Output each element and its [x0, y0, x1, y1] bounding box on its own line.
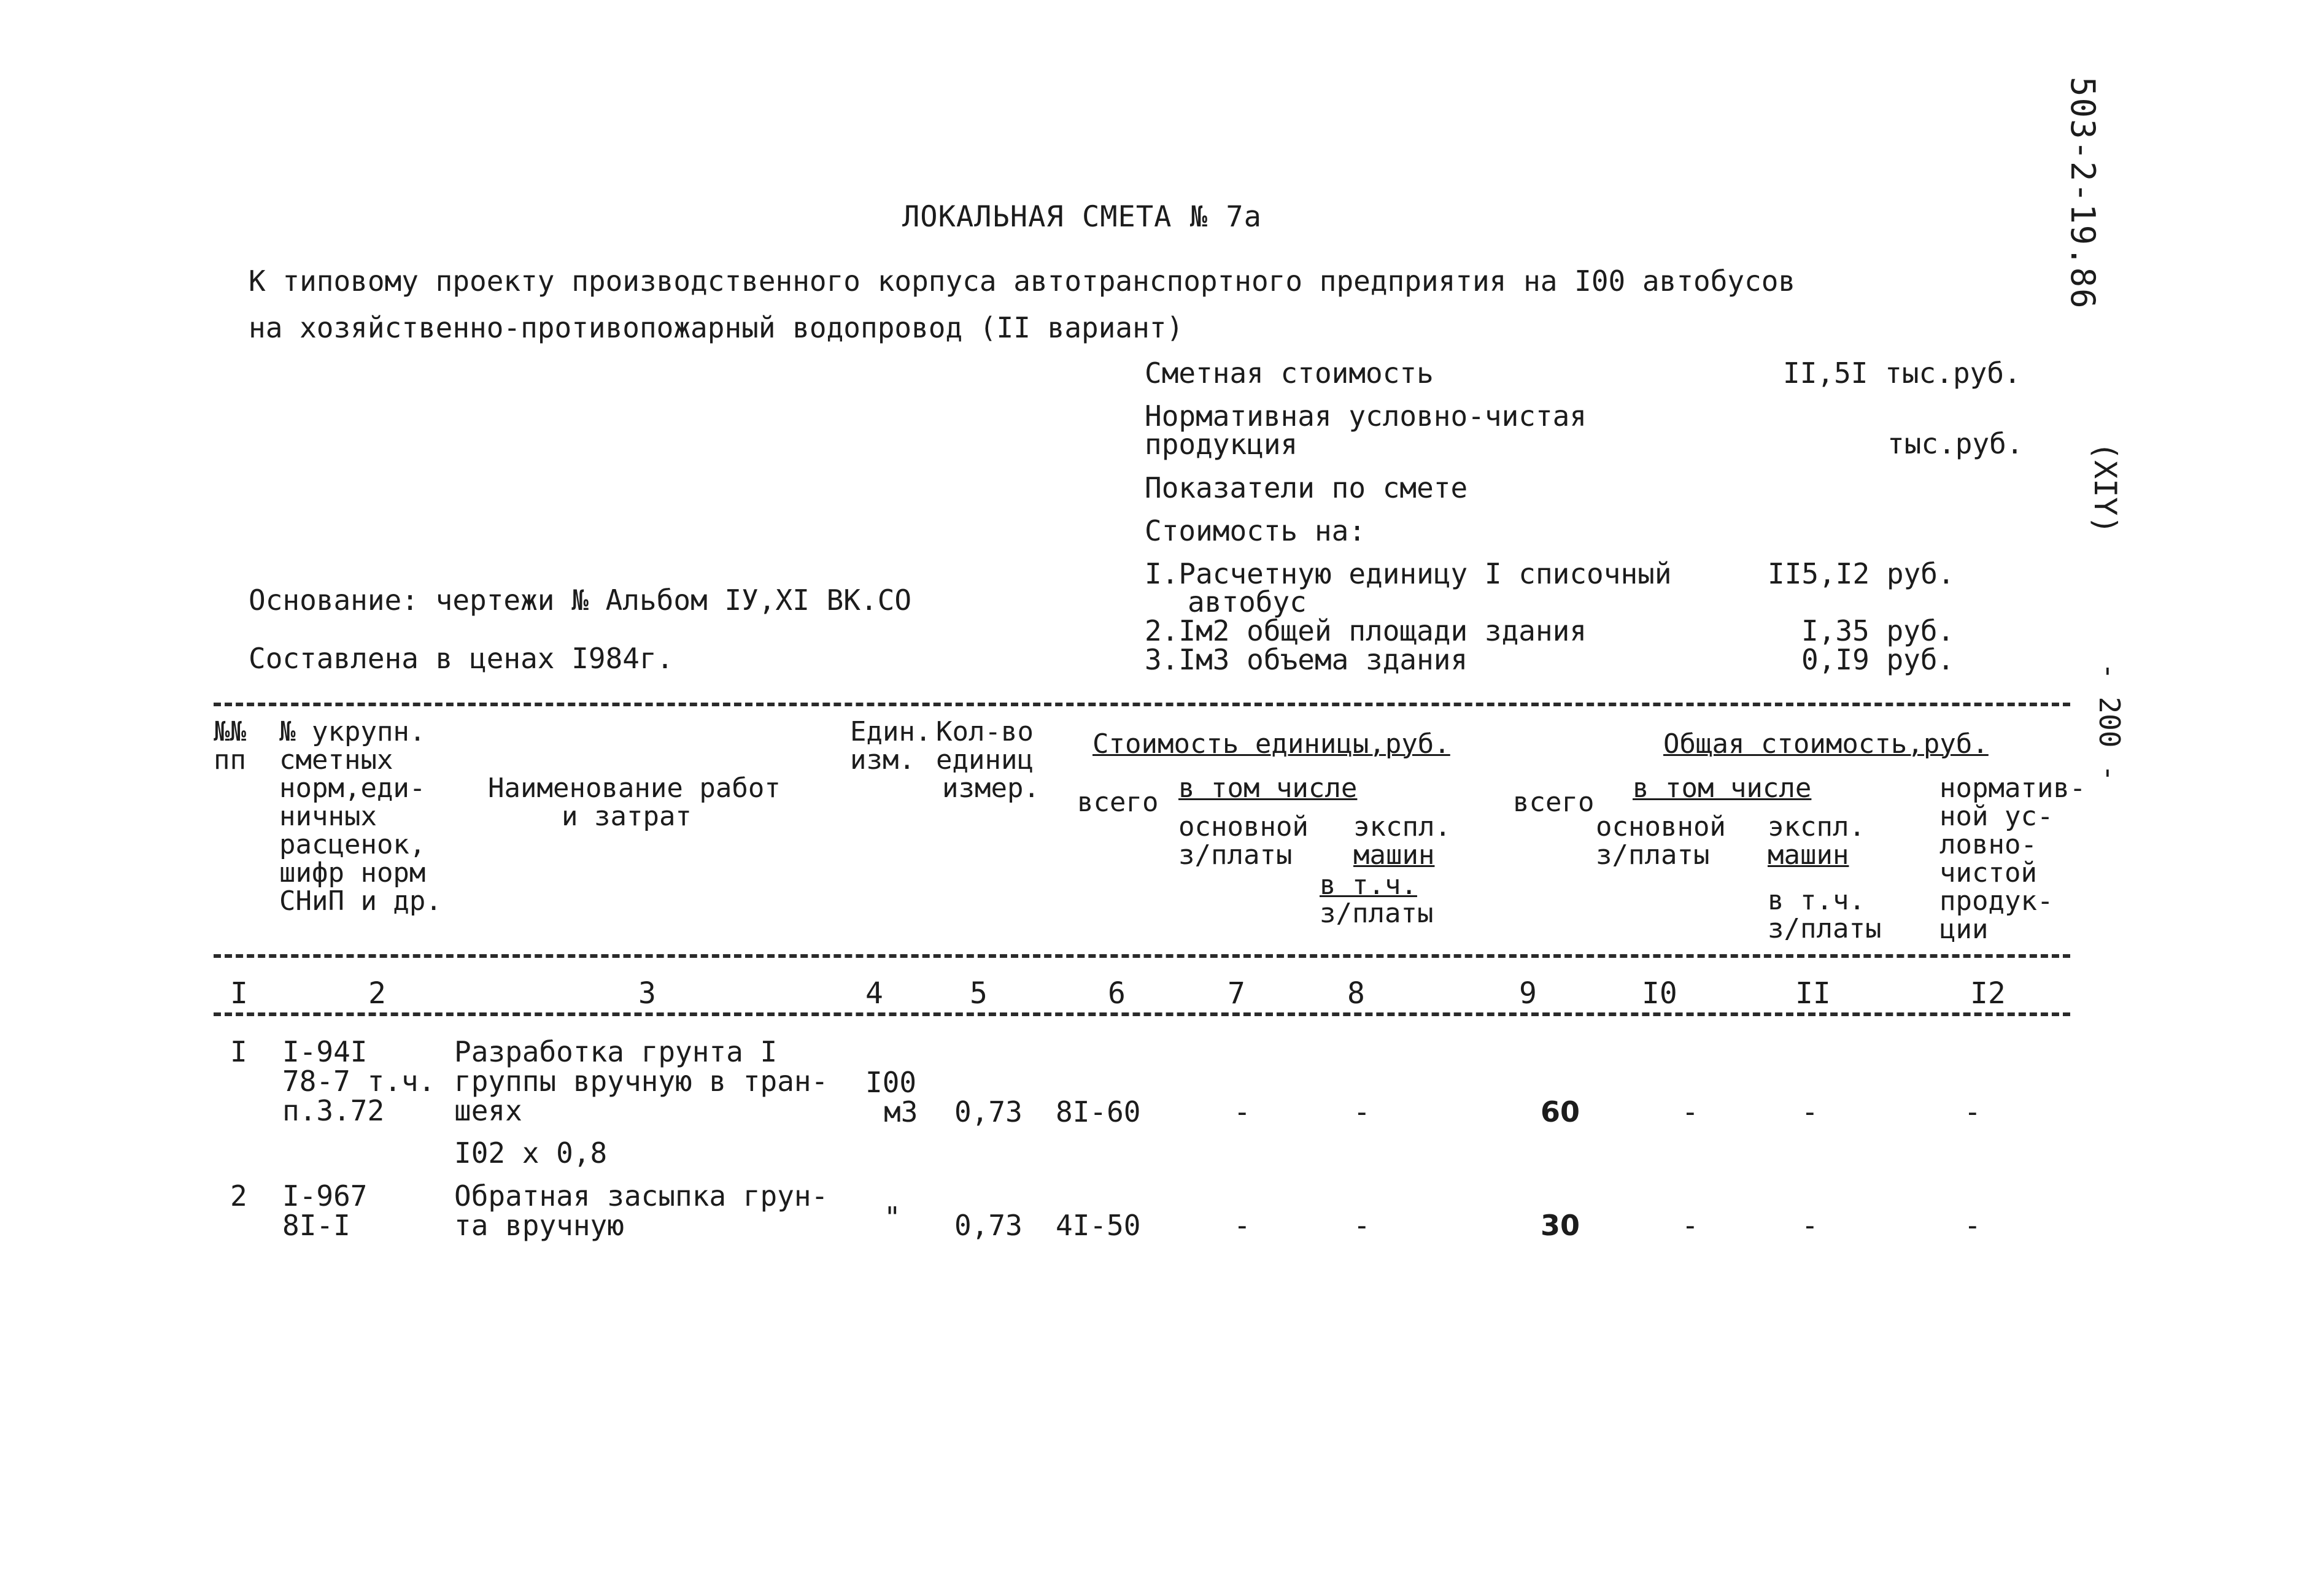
- row-2-code-line-1: I-967: [282, 1179, 368, 1212]
- table-row-2-unit: ": [884, 1201, 901, 1234]
- header-col-3-line-1: Наименование работ: [488, 773, 781, 804]
- total-header: всего: [1513, 787, 1595, 818]
- header-col-5-line-3: измер.: [942, 773, 1040, 804]
- cost-item-2-label: 2.Iм2 общей площади здания: [1145, 614, 1587, 647]
- unit-main-wage-line-2: з/платы: [1178, 839, 1293, 871]
- header-col-5-line-1: Кол-во: [936, 716, 1034, 747]
- header-col-2-line-3: норм,еди-: [279, 773, 426, 804]
- table-row-1-unit: [865, 1068, 918, 1127]
- unit-incl-header: в том числе: [1178, 773, 1358, 804]
- table-row-2-total-machines: -: [1801, 1209, 1819, 1242]
- cost-on-label: Стоимость на:: [1145, 514, 1366, 547]
- column-number: 2: [368, 976, 386, 1011]
- unit-machines-wage-line-1: в т.ч.: [1320, 869, 1417, 901]
- unit-main-wage-header: [1178, 813, 1309, 869]
- normative-product-line-6: ции: [1939, 914, 1989, 945]
- cost-item-1-label: [1145, 557, 1672, 619]
- cost-item-1-line-2: автобус: [1188, 585, 1307, 619]
- total-main-wage-header: [1596, 813, 1726, 869]
- normative-label: [1145, 399, 1587, 461]
- row-1-code-line-1: I-94I: [282, 1035, 368, 1068]
- total-machines-wage-header: [1768, 887, 1881, 943]
- header-col-5-line-2: единиц: [936, 744, 1034, 776]
- normative-value: тыс.руб.: [1887, 427, 2024, 460]
- total-machines-line-1: экспл.: [1768, 811, 1865, 842]
- column-number: I: [230, 976, 248, 1011]
- header-col-2-line-6: шифр норм: [279, 857, 426, 889]
- row-1-unit-line-1: I00: [865, 1066, 917, 1099]
- column-number: I0: [1642, 976, 1677, 1011]
- cost-item-1-line-1: I.Расчетную единицу I списочный: [1145, 557, 1672, 590]
- document-subtitle: [249, 258, 1795, 351]
- table-row-1-unit-total: 8I-60: [1056, 1095, 1141, 1128]
- column-number: 3: [638, 976, 656, 1011]
- header-col-5: [936, 718, 1040, 803]
- column-number: 9: [1519, 976, 1537, 1011]
- header-col-2-line-1: № укрупн.: [279, 716, 426, 747]
- indicators-label: Показатели по смете: [1145, 471, 1468, 504]
- total-machines-wage-line-1: в т.ч.: [1768, 885, 1865, 916]
- cost-item-1-value: II5,I2 руб.: [1768, 557, 1955, 590]
- total-machines-header: [1768, 813, 1865, 869]
- header-col-2-line-4: ничных: [279, 801, 377, 832]
- total-machines-wage-line-2: з/платы: [1768, 913, 1882, 944]
- row-2-name-line-1: Обратная засыпка грун-: [454, 1179, 829, 1212]
- row-1-name-line-3: шеях: [454, 1094, 522, 1127]
- unit-total-header: всего: [1077, 787, 1159, 818]
- total-machines-line-2: машин: [1768, 839, 1849, 871]
- table-row-1-code: [282, 1037, 435, 1125]
- column-number: 8: [1347, 976, 1365, 1011]
- row-1-name-line-1: Разработка грунта I: [454, 1035, 778, 1068]
- normative-label-line-2: продукция: [1145, 428, 1298, 461]
- table-top-rule: [214, 703, 2070, 706]
- header-col-1-line-2: пп: [214, 744, 246, 776]
- unit-cost-group-header: Стоимость единицы,руб.: [1092, 728, 1450, 760]
- unit-machines-line-1: экспл.: [1353, 811, 1451, 842]
- table-row-1-unit-machines: -: [1353, 1095, 1371, 1128]
- normative-product-line-1: норматив-: [1939, 773, 2086, 804]
- header-col-3: [488, 774, 781, 831]
- total-main-wage-line-1: основной: [1596, 811, 1726, 842]
- normative-product-line-4: чистой: [1939, 857, 2037, 889]
- header-col-2: [279, 718, 442, 916]
- table-row-1-calc: I02 х 0,8: [454, 1136, 608, 1170]
- unit-machines-line-2: машин: [1353, 839, 1435, 871]
- header-col-2-line-5: расценок,: [279, 829, 426, 860]
- cost-item-3-value: 0,I9 руб.: [1801, 643, 1955, 676]
- unit-machines-header: [1353, 813, 1451, 869]
- column-number: 6: [1108, 976, 1126, 1011]
- normative-product-line-2: ной ус-: [1939, 801, 2054, 832]
- row-1-code-line-2: 78-7 т.ч.: [282, 1065, 436, 1098]
- table-row-2-unit-machines: -: [1353, 1209, 1371, 1242]
- table-row-1-total: 60: [1541, 1095, 1580, 1128]
- row-1-name-line-2: группы вручную в тран-: [454, 1065, 829, 1098]
- table-row-2-total: 30: [1541, 1209, 1580, 1242]
- header-col-1: [214, 718, 246, 774]
- header-col-2-line-7: СНиП и др.: [279, 885, 442, 917]
- row-1-code-line-3: п.3.72: [282, 1094, 385, 1127]
- table-row-1-number: I: [230, 1035, 247, 1068]
- subtitle-line-2: на хозяйственно-противопожарный водопровод (II вариант): [249, 311, 1184, 344]
- prices-line: Составлена в ценах I984г.: [249, 642, 674, 675]
- header-col-4-line-2: изм.: [850, 744, 915, 776]
- cost-item-2-value: I,35 руб.: [1801, 614, 1955, 647]
- table-row-2-code: [282, 1181, 367, 1240]
- header-col-4: [850, 718, 931, 774]
- numbers-bottom-rule: [214, 1012, 2070, 1016]
- document-title: ЛОКАЛЬНАЯ СМЕТА № 7а: [902, 200, 1262, 234]
- row-2-name-line-2: та вручную: [454, 1209, 624, 1242]
- document-code: 503-2-19.86: [2063, 77, 2102, 310]
- cost-item-3-label: 3.Iм3 объема здания: [1145, 643, 1468, 676]
- header-bottom-rule: [214, 954, 2070, 958]
- normative-product-line-3: ловно-: [1939, 829, 2037, 860]
- basis-line: Основание: чертежи № Альбом IУ,XI ВК.СО: [249, 584, 912, 617]
- normative-product-line-5: продук-: [1939, 885, 2054, 917]
- table-row-2-name: [454, 1181, 828, 1240]
- table-row-1-total-machines: -: [1801, 1095, 1819, 1128]
- normative-label-line-1: Нормативная условно-чистая: [1145, 399, 1587, 433]
- table-row-1-qty: 0,73: [954, 1095, 1023, 1128]
- subtitle-line-1: К типовому проекту производственного корпуса автотранспортного предприятия на I00 автобусов: [249, 264, 1796, 298]
- table-row-2-unit-total: 4I-50: [1056, 1209, 1141, 1242]
- column-number: 4: [865, 976, 883, 1011]
- header-col-3-line-2: и затрат: [562, 801, 692, 832]
- header-col-4-line-1: Един.: [850, 716, 932, 747]
- normative-product-header: [1939, 774, 2086, 944]
- column-number: 5: [970, 976, 988, 1011]
- column-number: I2: [1970, 976, 2006, 1011]
- table-row-1-name: [454, 1037, 828, 1125]
- table-row-2-unit-main: -: [1234, 1209, 1251, 1242]
- row-2-code-line-2: 8I-I: [282, 1209, 350, 1242]
- table-row-2-total-main: -: [1682, 1209, 1699, 1242]
- estimated-cost-label: Сметная стоимость: [1145, 357, 1434, 390]
- page-number: - 200 -: [2093, 663, 2126, 782]
- total-incl-header: в том числе: [1633, 773, 1812, 804]
- header-col-1-line-1: №№: [214, 716, 246, 747]
- total-main-wage-line-2: з/платы: [1596, 839, 1710, 871]
- unit-main-wage-line-1: основной: [1178, 811, 1309, 842]
- column-number: 7: [1228, 976, 1245, 1011]
- total-cost-group-header: Общая стоимость,руб.: [1663, 728, 1989, 760]
- unit-machines-wage-line-2: з/платы: [1320, 898, 1434, 929]
- estimated-cost-value: II,5I тыс.руб.: [1783, 357, 2021, 390]
- table-row-1-total-main: -: [1682, 1095, 1699, 1128]
- table-row-2-qty: 0,73: [954, 1209, 1023, 1242]
- column-number: II: [1795, 976, 1831, 1011]
- table-row-1-total-normative: -: [1964, 1095, 1981, 1128]
- row-1-unit-line-2: м3: [884, 1095, 918, 1128]
- unit-machines-wage-header: [1320, 871, 1433, 928]
- table-row-2-number: 2: [230, 1179, 247, 1212]
- header-col-2-line-2: сметных: [279, 744, 393, 776]
- table-row-2-total-normative: -: [1964, 1209, 1981, 1242]
- table-row-1-unit-main: -: [1234, 1095, 1251, 1128]
- volume-mark: (XIY): [2087, 442, 2123, 534]
